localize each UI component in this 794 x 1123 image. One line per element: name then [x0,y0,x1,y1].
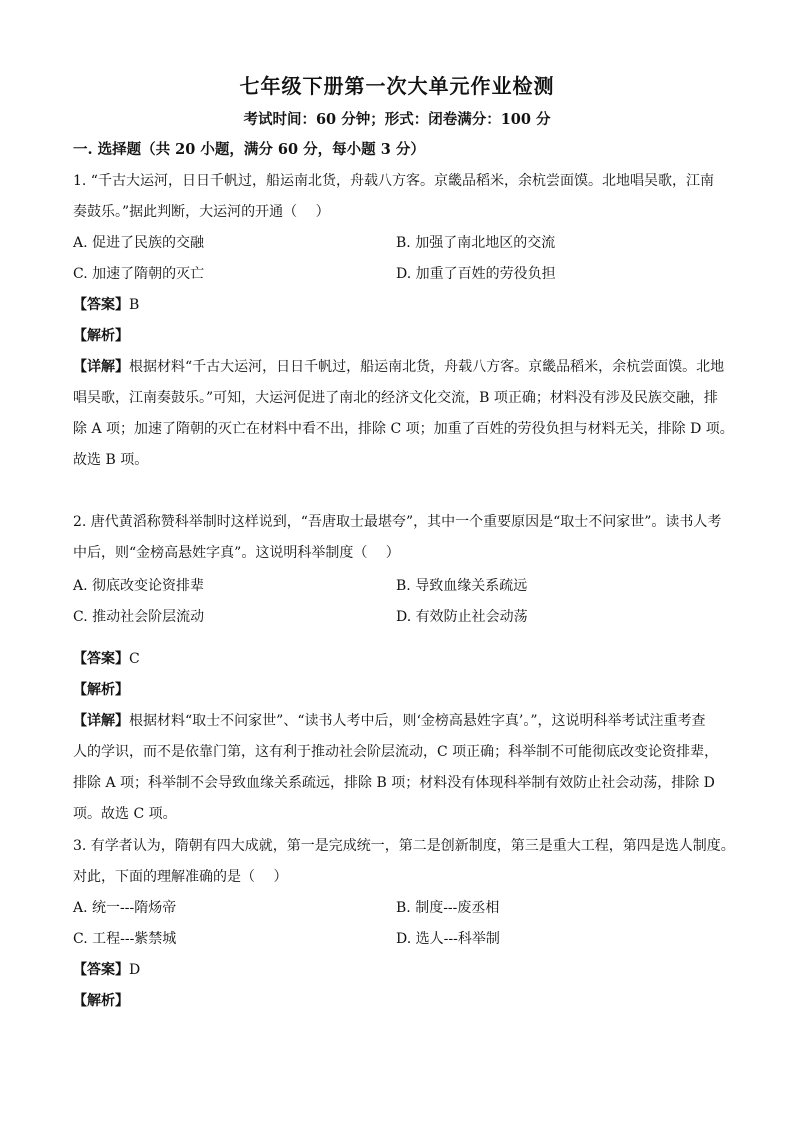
question-stem-line: 1. “千古大运河，日日千帆过，船运南北货，舟载八方客。京畿品稻米，余杭尝面馍。北地唱吴歌，江南 [73,173,714,189]
detail-label: 【详解】 [73,359,129,375]
answer-label: 【答案】 [73,297,129,313]
answer-label: 【答案】 [73,651,129,667]
exam-info: 考试时间：60 分钟；形式：闭卷满分：100 分 [243,111,551,128]
question-stem-line: 2. 唐代黄滔称赞科举制时这样说到，“吾唐取士最堪夸”，其中一个重要原因是“取士不问家世”。读书人考 [73,514,722,530]
answer-value: D [129,962,141,978]
question-stem-line: 对此，下面的理解准确的是（ ） [73,869,288,885]
answer-row [73,295,139,315]
answer-row [73,649,140,669]
page-title: 七年级下册第一次大单元作业检测 [239,74,555,98]
option-d: D. 加重了百姓的劳役负担 [396,266,556,282]
detail-text: 根据材料“取士不问家世”、“读书人考中后，则‘金榜高悬姓字真’。”，这说明科举考试注重考查 [129,713,706,729]
option-a: A. 统一---隋炀帝 [73,900,177,916]
question-stem-line: 奏鼓乐。”据此判断，大运河的开通（ ） [73,204,330,220]
answer-label: 【答案】 [73,962,129,978]
analysis-label: 【解析】 [73,993,129,1009]
analysis-label: 【解析】 [73,328,129,344]
detail-line: 唱吴歌，江南奏鼓乐。”可知，大运河促进了南北的经济文化交流，B 项正确；材料没有涉及民族交融，排 [73,390,718,406]
detail-line: 人的学识，而不是依靠门第，这有利于推动社会阶层流动，C 项正确；科举制不可能彻底改变论资排辈， [73,744,719,760]
option-b: B. 加强了南北地区的交流 [396,235,556,251]
option-a: A. 促进了民族的交融 [73,235,205,251]
option-b: B. 导致血缘关系疏远 [396,578,528,594]
option-c: C. 工程---紫禁城 [73,931,177,947]
answer-value: C [129,651,140,667]
answer-value: B [129,297,140,313]
option-d: D. 选人---科举制 [396,931,500,947]
option-d: D. 有效防止社会动荡 [396,609,528,625]
detail-line [73,711,706,731]
detail-line: 项。故选 C 项。 [73,806,177,822]
question-stem-line: 3. 有学者认为，隋朝有四大成就，第一是完成统一，第二是创新制度，第三是重大工程，第四是选人制度。 [73,838,735,854]
section-heading: 一. 选择题（共 20 小题，满分 60 分，每小题 3 分） [73,141,425,158]
option-c: C. 加速了隋朝的灭亡 [73,266,205,282]
answer-row [73,960,140,980]
detail-line [73,357,724,377]
option-c: C. 推动社会阶层流动 [73,609,205,625]
detail-line: 排除 A 项；科举制不会导致血缘关系疏远，排除 B 项；材料没有体现科举制有效防止社会动荡，排除 D [73,775,715,791]
analysis-label: 【解析】 [73,682,129,698]
detail-label: 【详解】 [73,713,129,729]
question-stem-line: 中后，则“金榜高悬姓字真”。这说明科举制度（ ） [73,545,400,561]
detail-line: 除 A 项；加速了隋朝的灭亡在材料中看不出，排除 C 项；加重了百姓的劳役负担与材料无关，排除 D 项。 [73,421,734,437]
detail-line: 故选 B 项。 [73,452,149,468]
option-b: B. 制度---废丞相 [396,900,500,916]
option-a: A. 彻底改变论资排辈 [73,578,205,594]
detail-text: 根据材料“千古大运河，日日千帆过，船运南北货，舟载八方客。京畿品稻米，余杭尝面馍。北地 [129,359,725,375]
